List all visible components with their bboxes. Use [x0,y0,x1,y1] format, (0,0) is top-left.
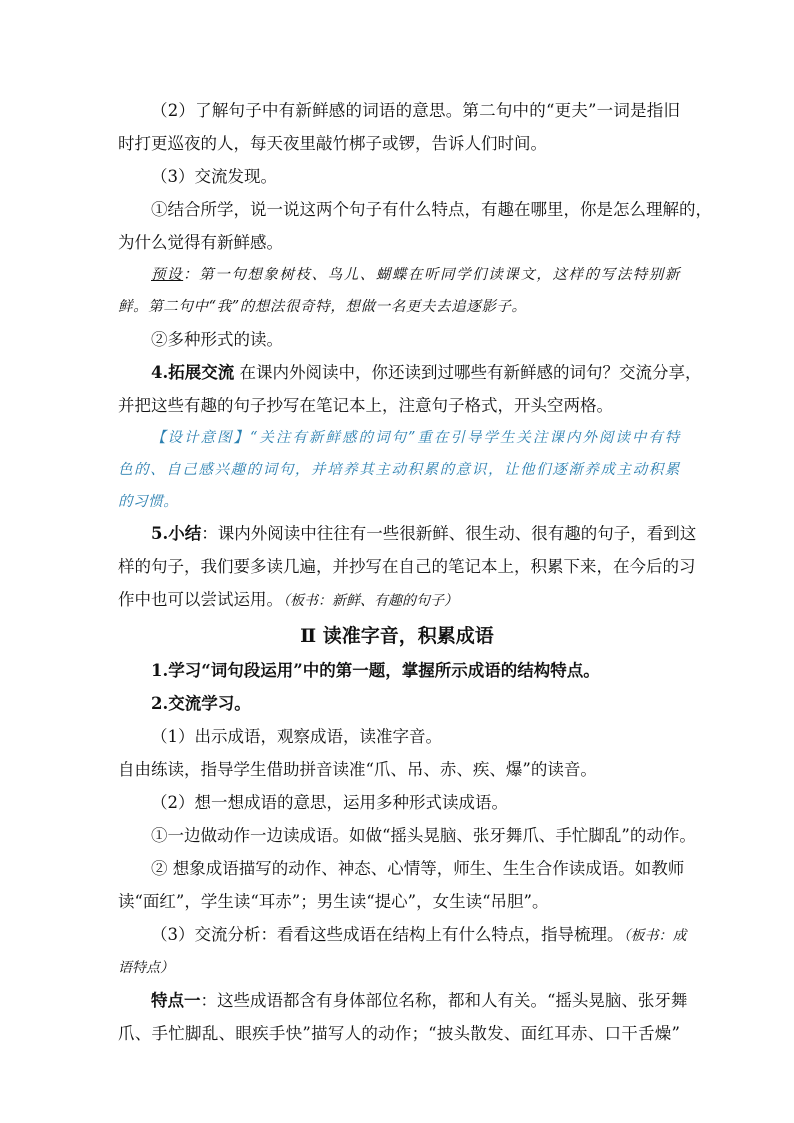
paragraph-line: （1）出示成语，观察成语，读准字音。 [151,727,442,746]
preset-line [151,264,680,286]
preset-line: 鲜。第二句中“我”的想法很奇特，想做一名更夫去追逐影子。 [118,299,527,315]
paragraph-line: 为什么觉得有新鲜感。 [118,233,283,252]
paragraph-line [151,362,702,384]
design-intent-line: 的习惯。 [118,494,179,510]
paragraph-text: （3）交流分析：看看这些成语在结构上有什么特点，指导梳理。 [151,925,624,944]
paragraph-line: 爪、手忙脚乱、眼疾手快”描写人的动作；“披头散发、面红耳赤、口干舌燥” [118,1024,680,1043]
paragraph-line: 2.交流学习。 [151,694,251,713]
section-label: 4.拓展交流 [151,363,235,382]
board-note: （板书：成 [623,928,687,944]
paragraph-line: 读“面红”，学生读“耳赤”；男生读“提心”，女生读“吊胆”。 [118,892,549,911]
section-heading: Ⅱ 读准字音，积累成语 [300,625,494,647]
paragraph-line [118,589,680,612]
paragraph-line: 并把这些有趣的句子抄写在笔记本上，注意句子格式，开头空两格。 [118,396,613,415]
paragraph-line: ①一边做动作一边读成语。如做“摇头晃脑、张牙舞爪、手忙脚乱”的动作。 [151,826,696,845]
paragraph-line: （2）了解句子中有新鲜感的词语的意思。第二句中的“更夫”一词是指旧 [151,101,680,120]
paragraph-line: 1.学习“词句段运用”中的第一题，掌握所示成语的结构特点。 [151,661,600,680]
paragraph-line [151,924,687,947]
feature-label: 特点一 [151,991,201,1010]
paragraph-text: 在课内外阅读中，你还读到过哪些有新鲜感的词句？交流分享， [234,363,702,382]
paragraph-line: （2）想一想成语的意思，运用多种形式读成语。 [151,793,508,812]
paragraph-text: 作中也可以尝试运用。 [118,590,283,609]
paragraph-line [151,990,688,1012]
paragraph-line: ①结合所学，说一说这两个句子有什么特点，有趣在哪里，你是怎么理解的， [151,200,712,219]
section-label: 5.小结 [151,524,202,543]
board-note: （板书：新鲜、有趣的句子） [283,593,458,609]
paragraph-text: ：课内外阅读中往往有一些很新鲜、很生动、很有趣的句子，看到这 [201,524,697,543]
design-intent-line: 【设计意图】“关注有新鲜感的词句”重在引导学生关注课内外阅读中有特 [151,430,680,446]
paragraph-line [151,523,697,545]
preset-text: ：第一句想象树枝、鸟儿、蝴蝶在听同学们读课文，这样的写法特别新 [183,267,680,283]
paragraph-text: ：这些成语都含有身体部位名称，都和人有关。“摇头晃脑、张牙舞 [200,991,688,1010]
design-intent-line: 色的、自己感兴趣的词句，并培养其主动积累的意识，让他们逐渐养成主动积累 [118,462,680,478]
paragraph-line: ②多种形式的读。 [151,330,283,349]
paragraph-line: （3）交流发现。 [151,167,277,186]
paragraph-line: ② 想象成语描写的动作、神态、心情等，师生、生生合作读成语。如教师 [151,859,685,878]
paragraph-line: 样的句子，我们要多读几遍，并抄写在自己的笔记本上，积累下来，在今后的习 [118,557,696,576]
preset-label: 预设 [151,267,184,283]
paragraph-line: 自由练读，指导学生借助拼音读准“爪、吊、赤、疾、爆”的读音。 [118,760,597,779]
paragraph-line: 时打更巡夜的人，每天夜里敲竹梆子或锣，告诉人们时间。 [118,134,547,153]
board-note: 语特点） [118,960,174,976]
